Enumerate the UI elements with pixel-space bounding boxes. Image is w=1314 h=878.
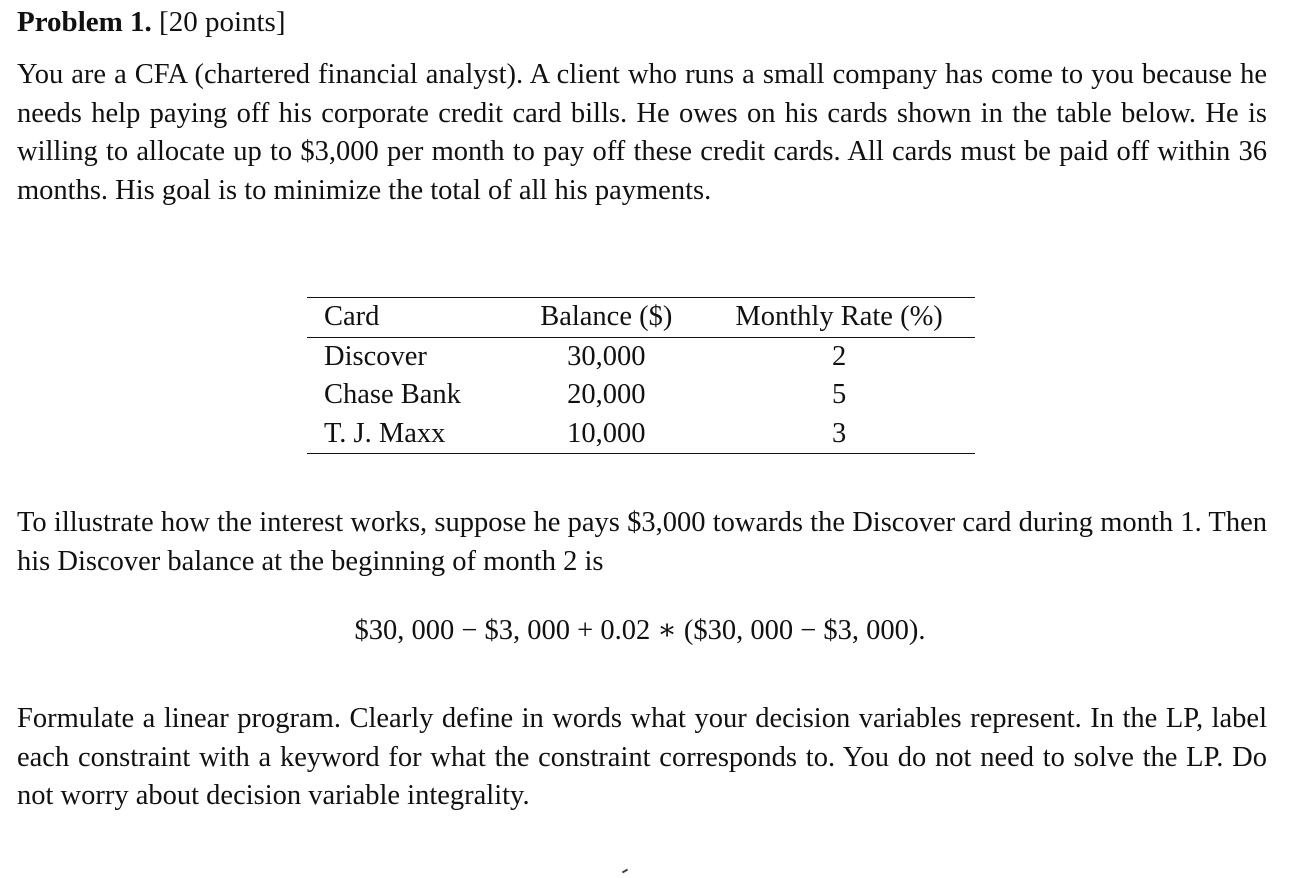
intro-paragraph: You are a CFA (chartered financial analyst). A client who runs a small company has come to you because he needs help paying off his corporate credit card bills. He owes on his cards shown in the table below. He is willing to allocate up to $3,000 per month to pay off these credit cards. All cards must be paid off within 36 months. His goal is to minimize the total of all his payments. — [17, 59, 1267, 206]
header-balance: Balance ($) — [540, 301, 673, 332]
card-name: T. J. Maxx — [324, 417, 446, 449]
card-name: Chase Bank — [324, 379, 461, 410]
card-name: Discover — [324, 340, 427, 372]
table-row — [307, 337, 975, 376]
header-card: Card — [324, 301, 380, 332]
header-monthly-rate: Monthly Rate (%) — [735, 301, 943, 332]
card-rate: 2 — [832, 340, 847, 372]
table-row — [307, 415, 975, 454]
card-balance: 10,000 — [567, 417, 646, 449]
stray-mark — [622, 869, 628, 874]
balance-formula: $30, 000 − $3, 000 + 0.02 ∗ ($30, 000 − $3, 000). — [354, 615, 926, 646]
instructions-paragraph: Formulate a linear program. Clearly define in words what your decision variables represent. In the LP, label each constraint with a keyword for what the constraint corresponds to. You do not need to solve the LP. Do not worry about decision variable integrality. — [17, 703, 1267, 811]
problem-points: [20 points] — [159, 6, 286, 38]
card-balance: 30,000 — [567, 340, 646, 372]
problem-label: Problem 1. — [17, 6, 152, 38]
card-balance: 20,000 — [567, 379, 646, 410]
card-rate: 5 — [832, 379, 847, 410]
card-rate: 3 — [832, 417, 847, 449]
table-header-row — [307, 298, 975, 338]
credit-card-table — [307, 297, 975, 454]
problem-heading — [17, 2, 286, 42]
illustration-paragraph: To illustrate how the interest works, suppose he pays $3,000 towards the Discover card during month 1. Then his Discover balance at the beginning of month 2 is — [17, 507, 1267, 577]
table-row — [307, 376, 975, 415]
